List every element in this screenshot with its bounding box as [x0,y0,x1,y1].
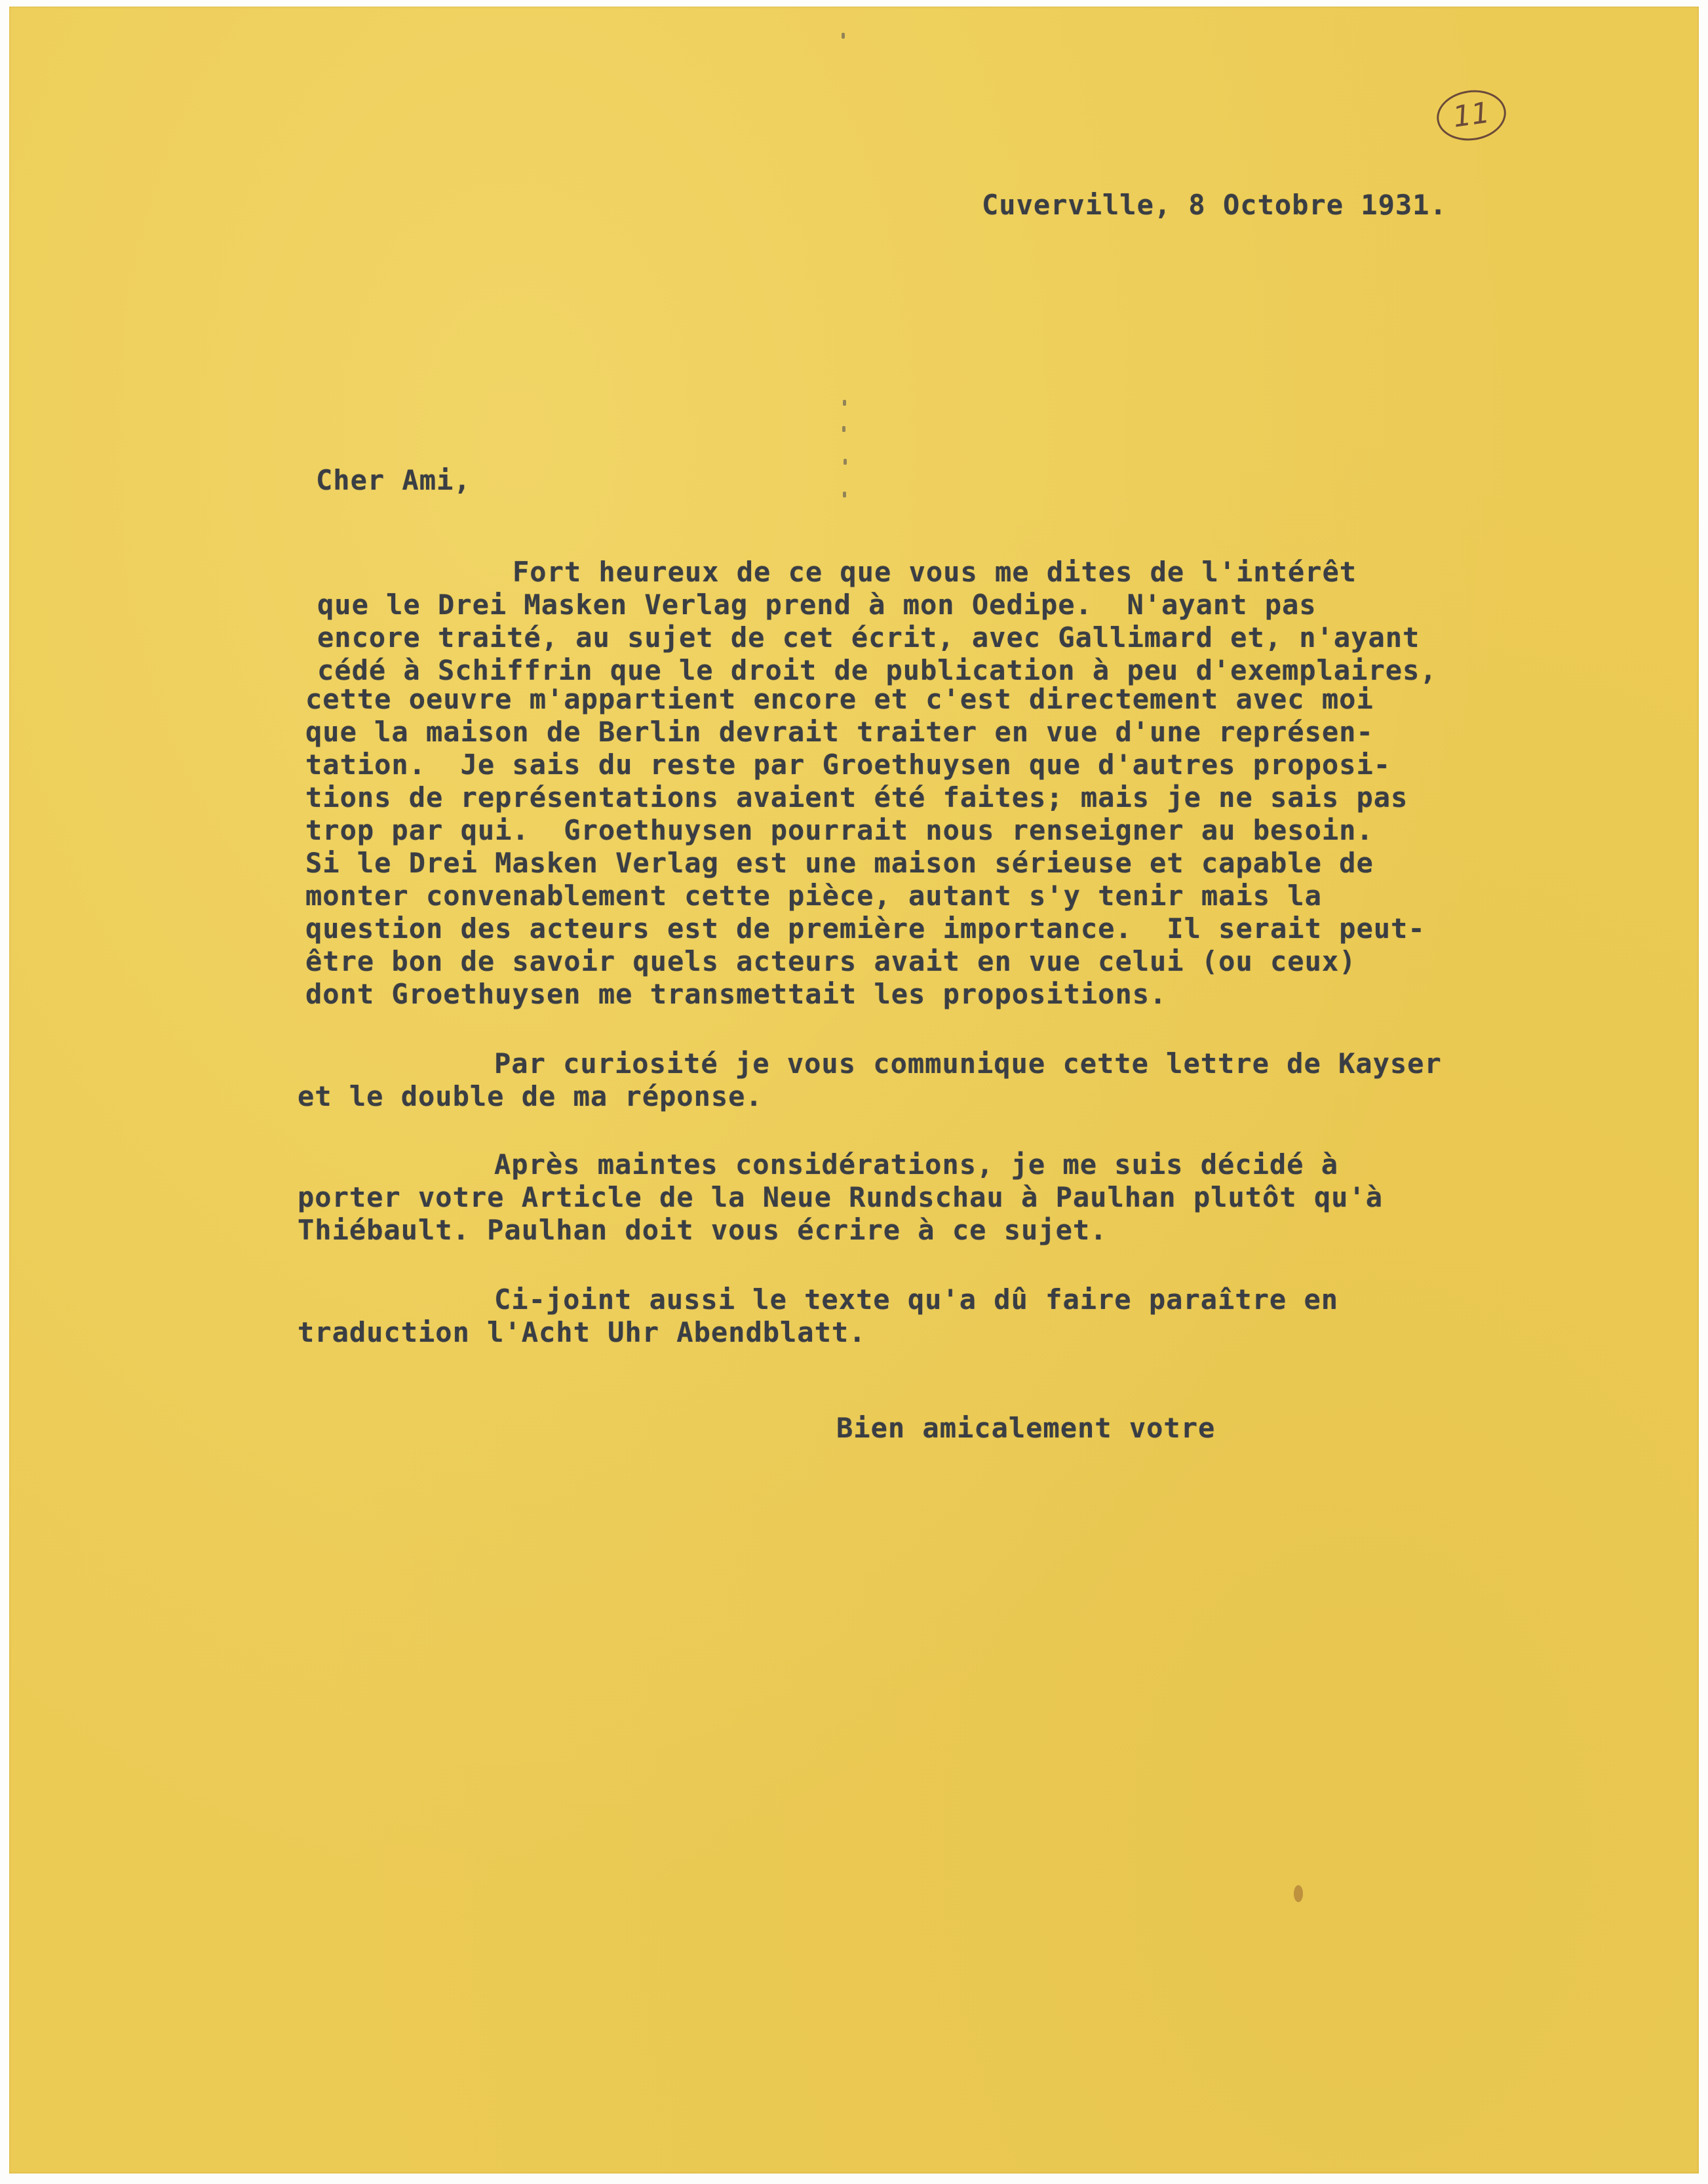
typed-letter [9,7,1699,2174]
paragraph-1-line: dont Groethuysen me transmettait les propositions. [305,978,1167,1010]
salutation: Cher Ami, [316,464,471,496]
paragraph-2-line: et le double de ma réponse. [298,1080,763,1112]
paragraph-4-line: traduction l'Acht Uhr Abendblatt. [298,1316,866,1348]
paragraph-1-line: tation. Je sais du reste par Groethuysen que d'autres proposi- [305,749,1391,781]
paragraph-1-line: que le Drei Masken Verlag prend à mon Oedipe. N'ayant pas [317,589,1317,621]
paragraph-1-line: question des acteurs est de première importance. Il serait peut- [305,912,1426,945]
paragraph-4-line: Ci-joint aussi le texte qu'a dû faire paraître en [494,1283,1339,1316]
paragraph-1-line: tions de représentations avaient été faites; mais je ne sais pas [305,781,1408,813]
paragraph-1-line: trop par qui. Groethuysen pourrait nous renseigner au besoin. [305,814,1374,846]
paragraph-1-line: Si le Drei Masken Verlag est une maison sérieuse et capable de [305,847,1374,879]
paragraph-2-line: Par curiosité je vous communique cette lettre de Kayser [494,1047,1442,1080]
page-number-mark: 11 [1433,86,1509,145]
paragraph-1-line: encore traité, au sujet de cet écrit, avec Gallimard et, n'ayant [317,621,1420,653]
paragraph-3-line: Après maintes considérations, je me suis décidé à [494,1148,1339,1180]
closing: Bien amicalement votre [836,1412,1216,1444]
date-line: Cuverville, 8 Octobre 1931. [982,189,1447,221]
paragraph-1-line: monter convenablement cette pièce, autant s'y tenir mais la [305,880,1322,912]
yellow-paper-sheet [9,7,1699,2174]
paragraph-1-line: cette oeuvre m'appartient encore et c'est directement avec moi [305,683,1374,715]
paragraph-1-line: cédé à Schiffrin que le droit de publication à peu d'exemplaires, [317,654,1437,686]
paragraph-1-line: que la maison de Berlin devrait traiter en vue d'une représen- [305,716,1374,748]
paragraph-3-line: Thiébault. Paulhan doit vous écrire à ce sujet. [298,1214,1108,1246]
paragraph-3-line: porter votre Article de la Neue Rundschau à Paulhan plutôt qu'à [298,1181,1384,1213]
paragraph-1-line: Fort heureux de ce que vous me dites de l'intérêt [513,556,1357,588]
paragraph-1-line: être bon de savoir quels acteurs avait en vue celui (ou ceux) [305,945,1357,977]
